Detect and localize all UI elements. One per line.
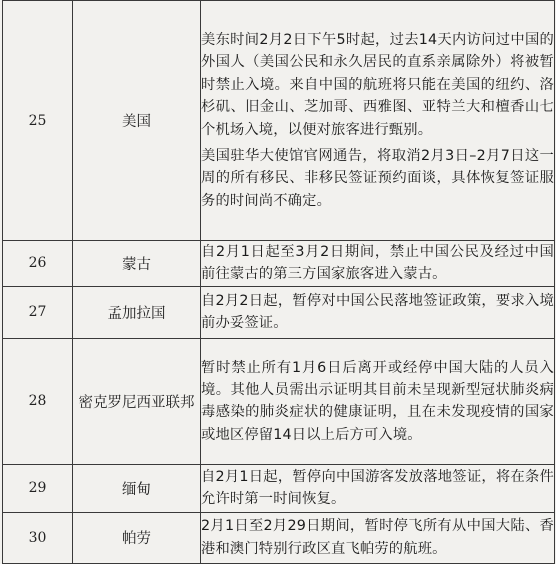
policy-paragraph: 自2月1日起，暂停向中国游客发放落地签证，将在条件允许时第一时间恢复。 bbox=[201, 468, 554, 508]
policy-text bbox=[201, 512, 555, 563]
country-name: 美国 bbox=[73, 1, 201, 241]
policy-paragraph: 2月1日至2月29日期间，暂时停飞所有从中国大陆、香港和澳门特别行政区直飞帕劳的航班。 bbox=[201, 518, 554, 557]
row-number: 27 bbox=[3, 286, 73, 338]
table-row bbox=[3, 512, 555, 563]
table-row bbox=[3, 1, 555, 241]
country-name: 孟加拉国 bbox=[73, 286, 201, 338]
policy-text bbox=[201, 286, 555, 338]
table-row bbox=[3, 241, 555, 287]
policy-paragraph: 暂时禁止所有1月6日后离开或经停中国大陆的人员入境。其他人员需出示证明其目前未呈现新型冠状肺炎病毒感染的肺炎症状的健康证明，且在未发现疫情的国家或地区停留14日以上后方可入境。 bbox=[201, 359, 554, 443]
row-number: 26 bbox=[3, 241, 73, 287]
country-name: 缅甸 bbox=[73, 464, 201, 512]
table-row bbox=[3, 338, 555, 464]
policy-paragraph: 自2月1日起至3月2日期间，禁止中国公民及经过中国前往蒙古的第三方国家旅客进入蒙古。 bbox=[201, 244, 554, 283]
policy-paragraph: 美国驻华大使馆官网通告，将取消2月3日–2月7日这一周的所有移民、非移民签证预约面谈，具体恢复签证服务的时间尚不确定。 bbox=[201, 147, 554, 209]
country-name: 帕劳 bbox=[73, 512, 201, 563]
row-number: 30 bbox=[3, 512, 73, 563]
table-row bbox=[3, 464, 555, 512]
policy-text bbox=[201, 338, 555, 464]
policy-paragraph: 美东时间2月2日下午5时起，过去14天内访问过中国的外国人（美国公民和永久居民的直系亲属除外）将被暂时禁止入境。来自中国的航班将只能在美国的纽约、洛杉矶、旧金山、芝加哥、西雅图、亚特兰大和檀香山七个机场入境，以便对旅客进行甄别。 bbox=[201, 31, 554, 138]
policy-paragraph: 自2月2日起，暂停对中国公民落地签证政策，要求入境前办妥签证。 bbox=[201, 292, 554, 332]
country-name: 蒙古 bbox=[73, 241, 201, 287]
country-name: 密克罗尼西亚联邦 bbox=[73, 338, 201, 464]
row-number: 28 bbox=[3, 338, 73, 464]
table-row bbox=[3, 286, 555, 338]
policy-text bbox=[201, 1, 555, 241]
policy-text bbox=[201, 241, 555, 287]
row-number: 29 bbox=[3, 464, 73, 512]
row-number: 25 bbox=[3, 1, 73, 241]
policy-text bbox=[201, 464, 555, 512]
entry-policy-table bbox=[2, 0, 555, 564]
